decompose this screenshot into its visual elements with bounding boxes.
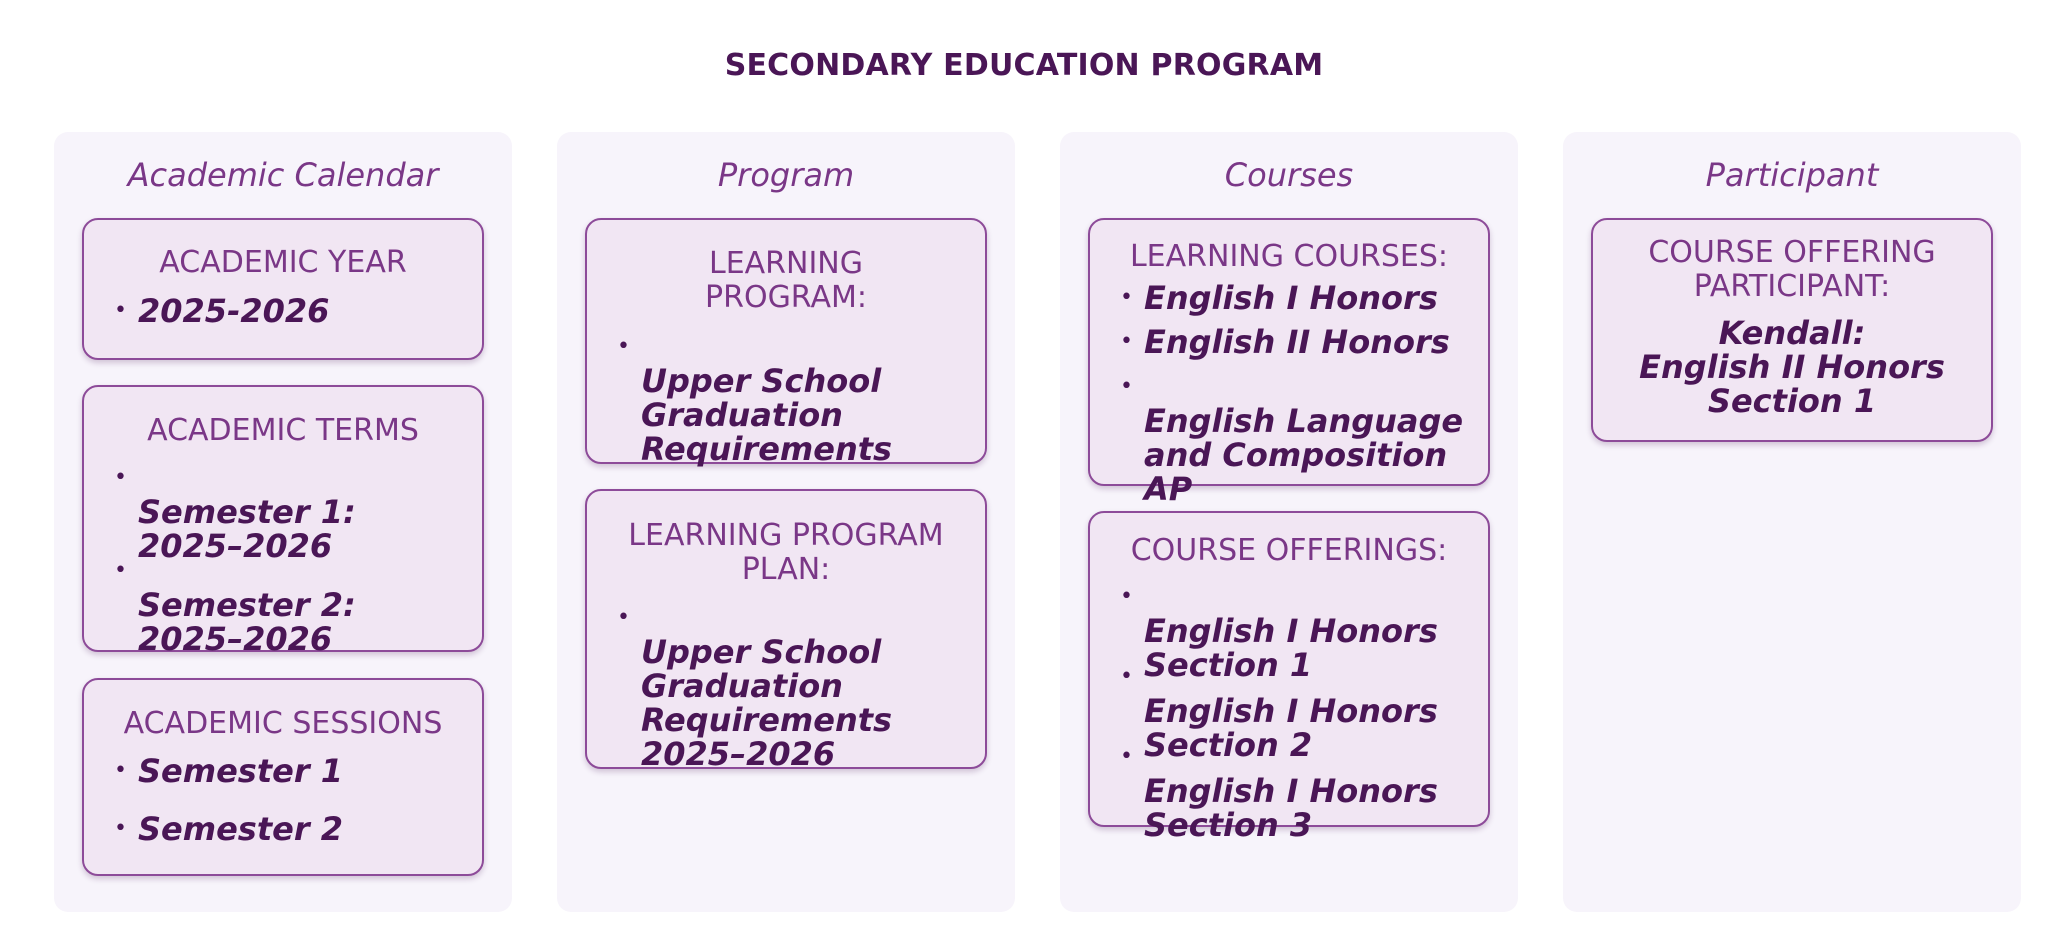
list-item: • Semester 2 (114, 810, 344, 848)
bullet-icon: • (1120, 584, 1133, 609)
column-heading: Participant (1705, 156, 1879, 194)
bullet-icon: • (114, 465, 127, 490)
bullet-icon: • (114, 298, 127, 323)
list-item: • 2025-2026 (114, 292, 330, 330)
card-learning-program-plan (585, 489, 987, 773)
list-item: • English I Honors Section 3 (1120, 740, 1476, 876)
list-item: • English I Honors Section 2 (1120, 660, 1476, 796)
bullet-icon: • (1120, 285, 1133, 310)
column-heading: Program (717, 156, 855, 194)
card-title: LEARNING PROGRAM: (705, 246, 867, 315)
card-academic-year (82, 218, 484, 360)
card-title: ACADEMIC YEAR (159, 245, 407, 280)
card-academic-terms (82, 385, 484, 658)
card-learning-courses (1088, 218, 1490, 508)
card-title: LEARNING COURSES: (1129, 239, 1449, 274)
card-course-offering-participant (1591, 218, 1993, 442)
list-item: • English II Honors (1120, 323, 1450, 361)
card-title: LEARNING PROGRAM PLAN: (628, 518, 944, 587)
card-title: COURSE OFFERINGS: (1130, 533, 1448, 568)
column-heading: Courses (1224, 156, 1354, 194)
bullet-icon: • (617, 605, 630, 630)
column-participant (1563, 132, 2021, 912)
list-item: • Semester 2: 2025–2026 (114, 554, 470, 690)
bullet-icon: • (114, 558, 127, 583)
bullet-icon: • (1120, 744, 1133, 769)
page-title: SECONDARY EDUCATION PROGRAM (724, 48, 1324, 83)
bullet-icon: • (114, 816, 127, 841)
column-heading: Academic Calendar (127, 156, 439, 194)
participant-detail: Kendall: English II Honors Section 1 (1639, 314, 1945, 420)
bullet-icon: • (114, 758, 127, 783)
bullet-icon: • (1120, 664, 1133, 689)
card-title: COURSE OFFERING PARTICIPANT: (1648, 235, 1936, 304)
column-academic-calendar (54, 132, 512, 912)
list-item: • English I Honors Section 1 (1120, 580, 1476, 716)
card-learning-program (585, 218, 987, 468)
list-item: • Semester 1 (114, 752, 344, 790)
list-item: • English I Honors (1120, 279, 1438, 317)
bullet-icon: • (1120, 329, 1133, 354)
bullet-icon: • (1120, 374, 1133, 399)
card-title: ACADEMIC TERMS (147, 413, 419, 448)
card-academic-sessions (82, 678, 484, 876)
card-title: ACADEMIC SESSIONS (123, 706, 443, 741)
column-courses (1060, 132, 1518, 912)
column-program (557, 132, 1015, 912)
bullet-icon: • (617, 334, 630, 359)
list-item: • English Language and Composition AP (1120, 370, 1476, 540)
card-course-offerings (1088, 511, 1490, 844)
list-item: • Upper School Graduation Requirements 2025–2026 (617, 601, 973, 805)
list-item: • Upper School Graduation Requirements (617, 330, 973, 500)
list-item: • Semester 1: 2025–2026 (114, 461, 470, 597)
